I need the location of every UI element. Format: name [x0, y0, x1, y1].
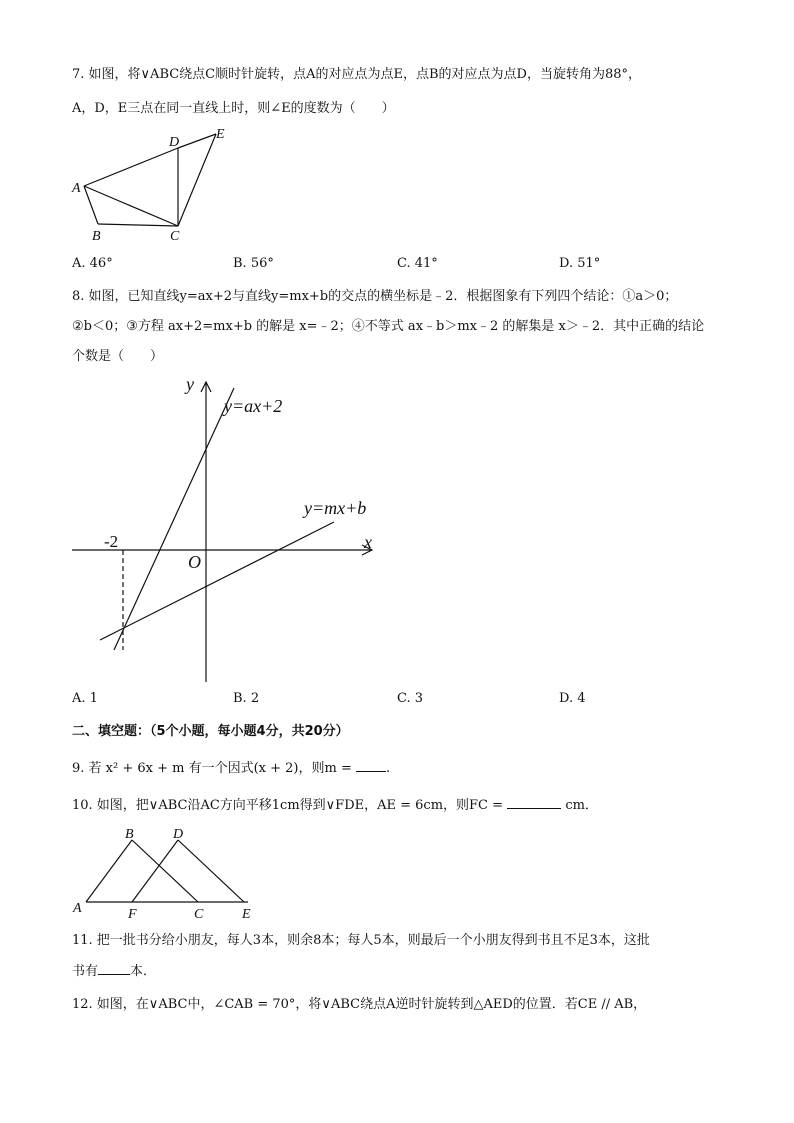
- q11-text-line1: 11. 把一批书分给小朋友，每人3本，则余8本；每人5本，则最后一个小朋友得到书且不足3本，这批: [72, 933, 650, 948]
- q11-line2-suffix: 本．: [130, 964, 157, 979]
- q7-label-c: C: [170, 229, 180, 244]
- q8-label-x: x: [364, 532, 372, 552]
- q8-label-origin: O: [188, 552, 201, 572]
- q10-label-b: B: [125, 827, 134, 842]
- q11-line2: [72, 962, 156, 981]
- q12-text-line1: 12. 如图，在∨ABC中，∠CAB = 70°，将∨ABC绕点A逆时针旋转到△AED的位置．若CE // AB，: [72, 997, 647, 1012]
- q10-prefix: 10. 如图，把∨ABC沿AC方向平移1cm得到∨FDE，AE = 6cm，则FC =: [72, 798, 504, 813]
- q8-text-line2: ②b＜0；③方程 ax+2=mx+b 的解是 x=﹣2；④不等式 ax﹣b＞mx﹣2 的解集是 x＞﹣2．其中正确的结论: [72, 319, 705, 334]
- q7-figure: [70, 126, 240, 246]
- q7-option-d[interactable]: D. 51°: [559, 256, 601, 271]
- q8-label-neg2: -2: [104, 532, 119, 551]
- q7-label-e: E: [216, 127, 225, 142]
- q8-label-line1: y=ax+2: [224, 396, 283, 416]
- q11-line2-prefix: 书有: [72, 964, 99, 979]
- q10-figure: [70, 822, 270, 922]
- q8-line-mxb: [100, 522, 334, 640]
- q9-line: [72, 759, 390, 778]
- q7-label-b: B: [92, 229, 101, 244]
- q8-option-a[interactable]: A. 1: [72, 691, 98, 706]
- q9-prefix: 9. 若 x² + 6x + m 有一个因式(x + 2)，则m =: [72, 761, 352, 776]
- q10-label-a: A: [73, 901, 82, 916]
- q8-label-y: y: [186, 374, 194, 394]
- q8-text-line1: 8. 如图，已知直线y=ax+2与直线y=mx+b的交点的横坐标是﹣2．根据图象有下列四个结论：①a＞0；: [72, 289, 678, 304]
- q10-label-d: D: [173, 827, 184, 842]
- q8-text-line3: 个数是（ ）: [72, 349, 164, 364]
- q10-answer-blank[interactable]: [507, 796, 561, 809]
- q9-suffix: .: [385, 761, 391, 776]
- section2-title: 二、填空题：（5个小题，每小题4分，共20分）: [72, 724, 349, 739]
- q10-label-c: C: [194, 907, 204, 922]
- q7-label-d: D: [169, 135, 180, 150]
- q7-label-a: A: [72, 181, 81, 196]
- q7-option-a[interactable]: A. 46°: [72, 256, 113, 271]
- q10-label-e: E: [242, 907, 251, 922]
- q7-option-c[interactable]: C. 41°: [397, 256, 438, 271]
- q8-line-ax2: [114, 388, 234, 650]
- q10-label-f: F: [128, 907, 137, 922]
- q8-option-b[interactable]: B. 2: [233, 691, 260, 706]
- q7-text-line1: 7. 如图，将∨ABC绕点C顺时针旋转，点A的对应点为点E，点B的对应点为点D，当旋转角为88°，: [72, 67, 642, 82]
- q8-option-d[interactable]: D. 4: [559, 691, 586, 706]
- q8-option-c[interactable]: C. 3: [397, 691, 424, 706]
- q10-line: [72, 796, 598, 815]
- q9-answer-blank[interactable]: [356, 759, 386, 772]
- q11-answer-blank[interactable]: [98, 962, 130, 975]
- q8-graph: [70, 372, 390, 688]
- q7-text-line2: A，D，E三点在同一直线上时，则∠E的度数为（ ）: [72, 101, 395, 116]
- q7-option-b[interactable]: B. 56°: [233, 256, 274, 271]
- q8-label-line2: y=mx+b: [304, 498, 367, 518]
- q10-suffix: cm．: [565, 798, 598, 813]
